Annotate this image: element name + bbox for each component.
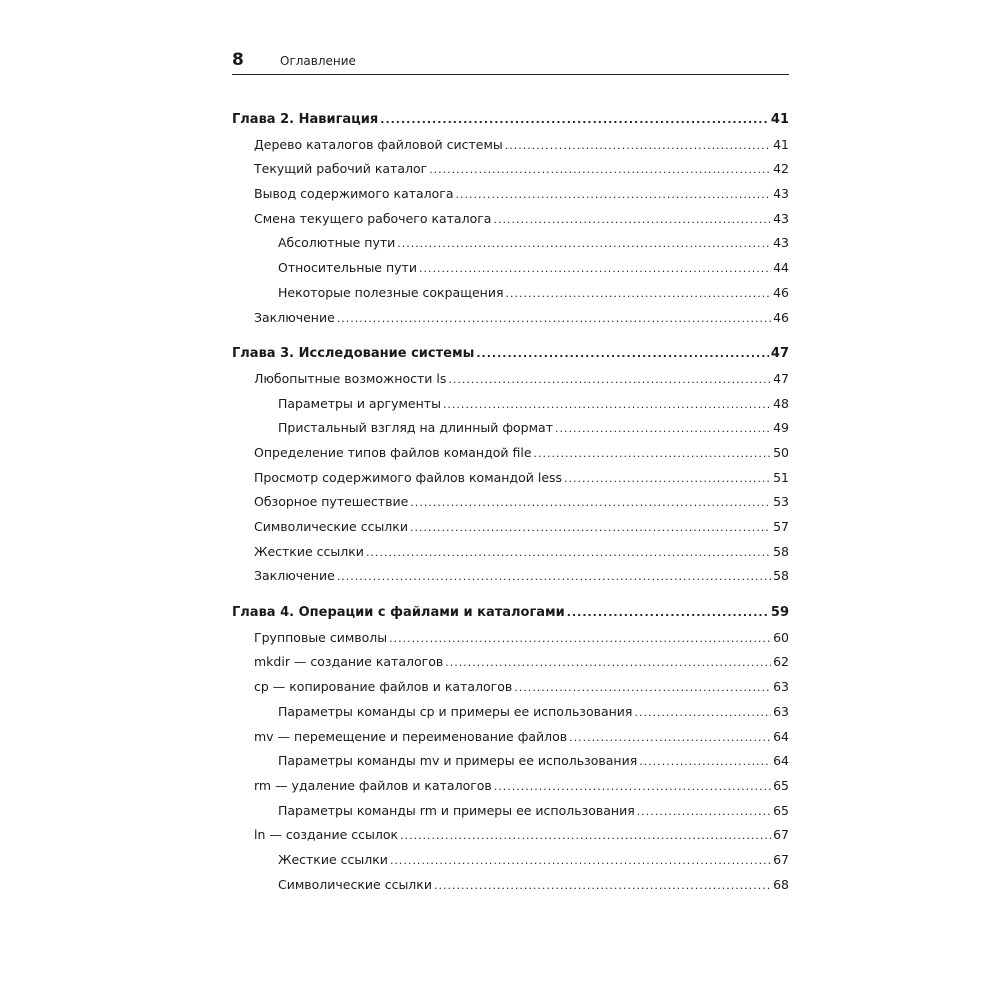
toc-dot-leader — [555, 422, 771, 435]
toc-entry-page: 62 — [773, 654, 789, 670]
toc-dot-leader — [429, 163, 771, 176]
toc-entry-page: 43 — [773, 210, 789, 226]
toc-chapter — [232, 605, 789, 901]
toc-entry-label: Определение типов файлов командой file — [254, 444, 532, 460]
toc-entry-label: mv — перемещение и переименование файлов — [254, 728, 568, 744]
toc-entry-label: mkdir — создание каталогов — [254, 654, 444, 670]
toc-dot-leader — [569, 731, 771, 744]
toc-entry-label: Любопытные возможности ls — [254, 370, 447, 386]
toc-section-entry — [232, 778, 789, 803]
toc-dot-leader — [390, 854, 771, 867]
toc-dot-leader — [505, 287, 771, 300]
toc-entry-page: 63 — [773, 703, 789, 719]
toc-section-entry — [232, 310, 789, 335]
toc-dot-leader — [456, 188, 772, 201]
toc-subsection-entry — [232, 396, 789, 421]
toc-entry-page: 64 — [773, 753, 789, 769]
toc-entry-label: Заключение — [254, 568, 335, 584]
toc-entry-label: Некоторые полезные сокращения — [278, 284, 504, 300]
toc-entry-page: 43 — [773, 235, 789, 251]
toc-entry-label: Глава 3. Исследование системы — [232, 346, 475, 362]
toc-dot-leader — [494, 780, 771, 793]
toc-dot-leader — [476, 347, 769, 360]
toc-entry-page: 49 — [773, 420, 789, 436]
toc-dot-leader — [410, 521, 771, 534]
toc-entry-page: 44 — [773, 260, 789, 276]
toc-entry-label: Текущий рабочий каталог — [254, 161, 428, 177]
toc-entry-page: 57 — [773, 519, 789, 534]
toc-entry-page: 41 — [773, 136, 789, 152]
toc-entry-page: 60 — [773, 629, 789, 645]
toc-subsection-entry — [232, 877, 789, 902]
toc-section-entry — [232, 679, 789, 704]
toc-entry-label: Просмотр содержимого файлов командой less — [254, 469, 563, 485]
toc-entry-page: 41 — [770, 112, 789, 127]
toc-subsection-entry — [232, 753, 789, 778]
toc-section-entry — [232, 827, 789, 852]
toc-entry-label: Пристальный взгляд на длинный формат — [278, 420, 553, 436]
toc-section-entry — [232, 186, 789, 211]
toc-subsection-entry — [232, 285, 789, 310]
toc-section-entry — [232, 630, 789, 655]
toc-entry-label: Символические ссылки — [278, 876, 432, 892]
toc-chapter — [232, 112, 789, 334]
running-head — [232, 50, 789, 75]
toc-dot-leader — [445, 656, 771, 669]
toc-entry-page: 67 — [773, 827, 789, 843]
toc-dot-leader — [397, 237, 771, 250]
toc-dot-leader — [434, 879, 771, 892]
toc-section-entry — [232, 445, 789, 470]
toc-entry-page: 58 — [773, 543, 789, 559]
toc-entry-page: 65 — [773, 802, 789, 818]
page-number: 8 — [232, 50, 244, 70]
toc-entry-label: Символические ссылки — [254, 519, 408, 534]
toc-dot-leader — [419, 262, 771, 275]
toc-chapter-heading — [232, 112, 789, 137]
toc-dot-leader — [380, 113, 769, 126]
toc-entry-page: 50 — [773, 444, 789, 460]
toc-entry-label: Жесткие ссылки — [254, 543, 364, 559]
toc-entry-page: 42 — [773, 161, 789, 177]
toc-entry-label: Дерево каталогов файловой системы — [254, 136, 503, 152]
toc-entry-label: Вывод содержимого каталога — [254, 186, 454, 202]
toc-dot-leader — [564, 472, 771, 485]
toc-entry-label: Параметры команды cp и примеры ее использования — [278, 703, 633, 719]
toc-entry-page: 47 — [773, 370, 789, 386]
toc-section-entry — [232, 494, 789, 519]
toc-dot-leader — [505, 139, 771, 152]
toc-entry-page: 65 — [773, 777, 789, 793]
toc-subsection-entry — [232, 803, 789, 828]
toc-entry-page: 63 — [773, 679, 789, 695]
toc-entry-page: 59 — [770, 605, 789, 621]
toc-dot-leader — [567, 606, 769, 619]
toc-subsection-entry — [232, 260, 789, 285]
toc-dot-leader — [637, 805, 771, 818]
toc-entry-label: Жесткие ссылки — [278, 851, 388, 867]
toc-subsection-entry — [232, 235, 789, 260]
toc-section-entry — [232, 568, 789, 593]
toc-entry-label: Обзорное путешествие — [254, 494, 409, 510]
toc-dot-leader — [337, 570, 771, 583]
toc-entry-label: Групповые символы — [254, 629, 388, 645]
toc-dot-leader — [389, 632, 771, 645]
toc-section-entry — [232, 654, 789, 679]
toc-section-entry — [232, 211, 789, 236]
toc-entry-page: 68 — [773, 876, 789, 892]
toc-subsection-entry — [232, 852, 789, 877]
toc-dot-leader — [639, 755, 771, 768]
toc-entry-label: Параметры и аргументы — [278, 395, 441, 411]
toc-subsection-entry — [232, 704, 789, 729]
toc-section-entry — [232, 470, 789, 495]
toc-entry-page: 58 — [773, 568, 789, 584]
toc-entry-page: 46 — [773, 309, 789, 325]
toc-entry-label: ln — создание ссылок — [254, 827, 399, 843]
toc-entry-label: Параметры команды rm и примеры ее использования — [278, 802, 635, 818]
toc-chapter-heading — [232, 605, 789, 630]
toc-section-entry — [232, 544, 789, 569]
toc-entry-page: 46 — [773, 284, 789, 300]
toc-section-entry — [232, 519, 789, 544]
toc-entry-page: 43 — [773, 186, 789, 202]
toc-subsection-entry — [232, 420, 789, 445]
toc-entry-label: cp — копирование файлов и каталогов — [254, 679, 513, 695]
toc-dot-leader — [443, 398, 771, 411]
running-title: Оглавление — [280, 54, 356, 68]
toc-dot-leader — [634, 706, 771, 719]
toc-entry-label: Смена текущего рабочего каталога — [254, 210, 492, 226]
toc-section-entry — [232, 137, 789, 162]
toc-entry-page: 64 — [773, 728, 789, 744]
toc-chapter — [232, 346, 789, 593]
toc-dot-leader — [514, 681, 771, 694]
toc-dot-leader — [534, 447, 772, 460]
toc-section-entry — [232, 729, 789, 754]
toc-dot-leader — [366, 546, 771, 559]
toc-entry-label: Заключение — [254, 309, 335, 325]
toc-entry-page: 67 — [773, 851, 789, 867]
toc-section-entry — [232, 161, 789, 186]
toc-entry-label: rm — удаление файлов и каталогов — [254, 777, 492, 793]
book-page — [232, 50, 789, 892]
toc-chapter-heading — [232, 346, 789, 371]
toc-dot-leader — [493, 213, 771, 226]
toc-entry-label: Относительные пути — [278, 260, 417, 276]
toc-entry-page: 48 — [773, 395, 789, 411]
toc-dot-leader — [410, 496, 771, 509]
toc-entry-page: 51 — [773, 469, 789, 485]
toc-entry-page: 53 — [773, 494, 789, 510]
toc-entry-label: Глава 2. Навигация — [232, 112, 379, 127]
toc-dot-leader — [337, 312, 771, 325]
table-of-contents — [232, 112, 789, 901]
toc-dot-leader — [448, 373, 771, 386]
toc-dot-leader — [400, 829, 771, 842]
toc-entry-label: Параметры команды mv и примеры ее использования — [278, 753, 638, 769]
toc-entry-page: 47 — [770, 346, 789, 362]
toc-entry-label: Глава 4. Операции с файлами и каталогами — [232, 605, 565, 621]
toc-entry-label: Абсолютные пути — [278, 235, 396, 251]
toc-section-entry — [232, 371, 789, 396]
